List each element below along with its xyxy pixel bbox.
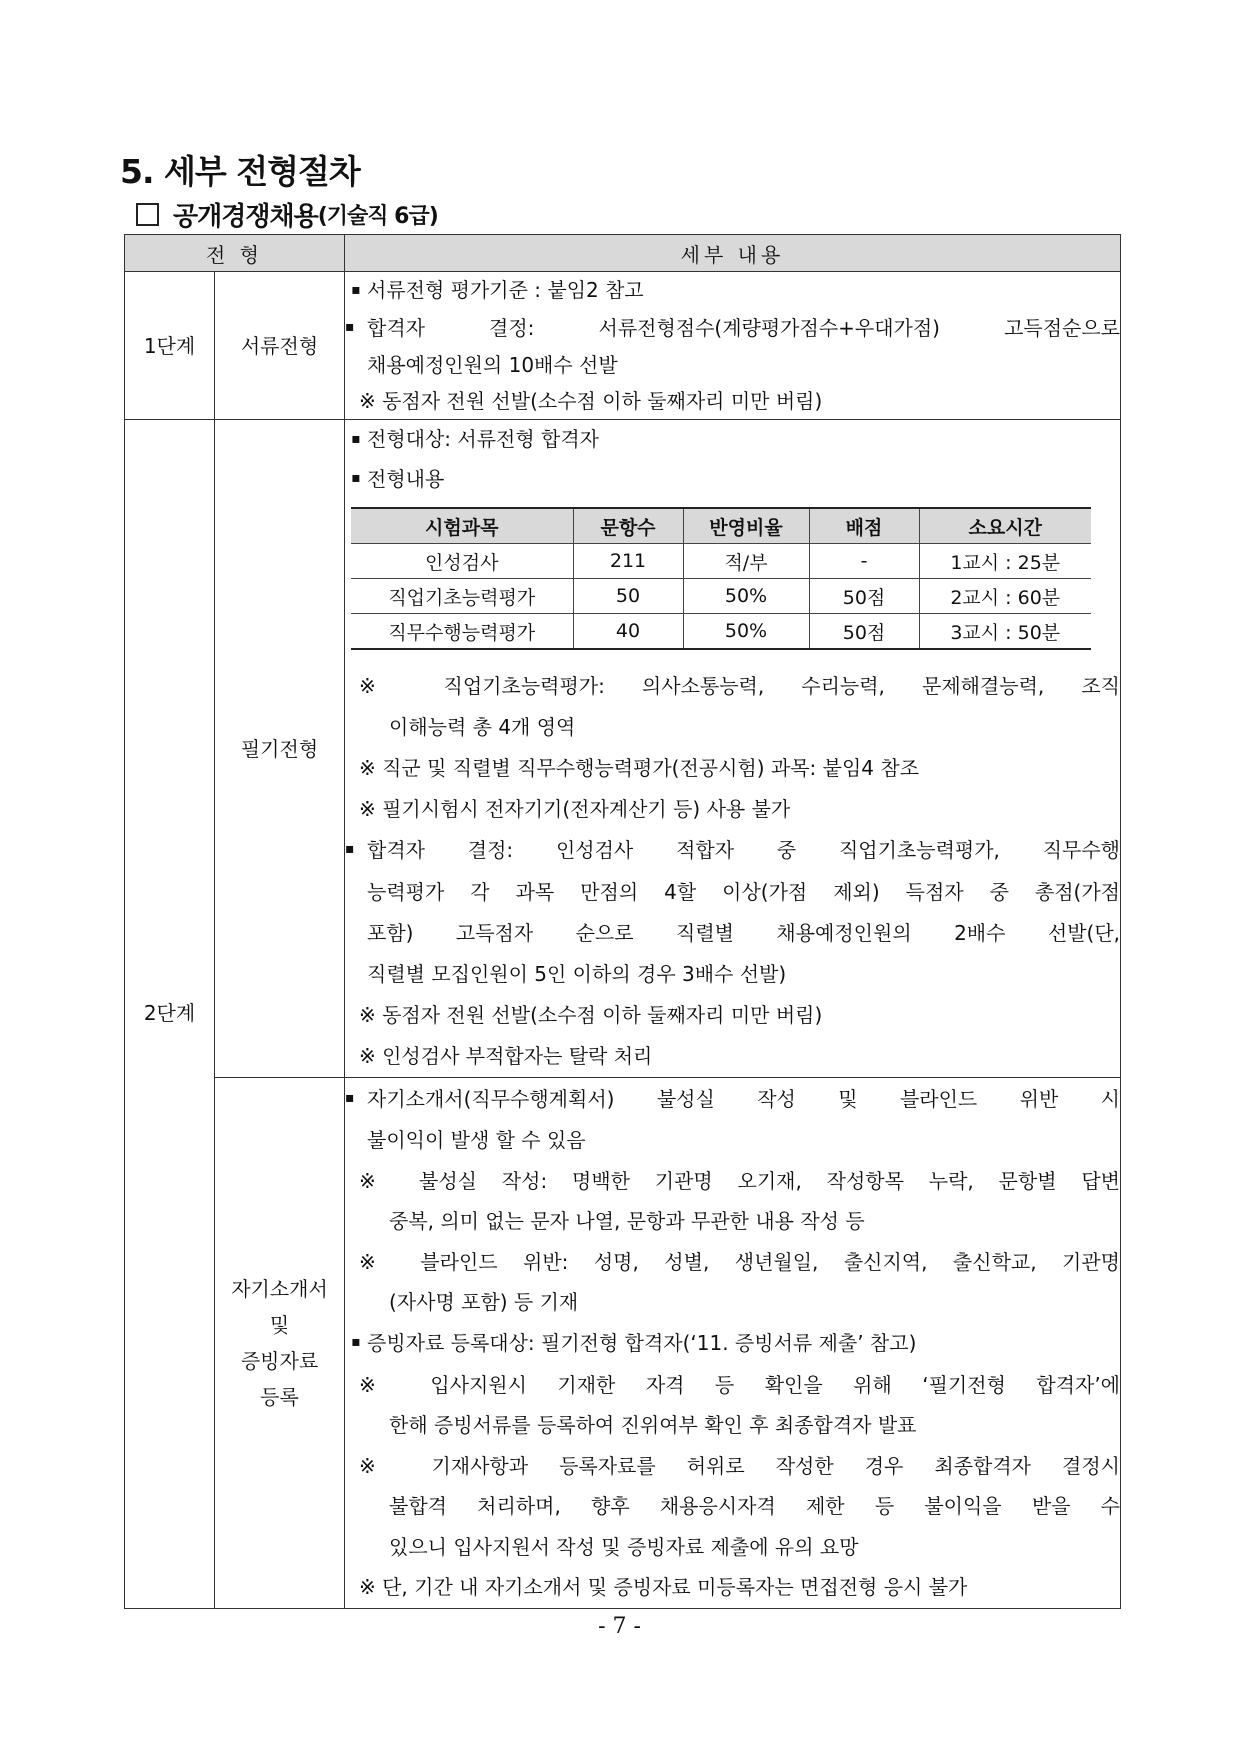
stage2-docs-sub: 자기소개서 및 증빙자료 등록 xyxy=(215,1078,345,1609)
note-item: 중복, 의미 없는 문자 나열, 문항과 무관한 내용 작성 등 xyxy=(389,1209,865,1234)
list-item: ▪ 서류전형 평가기준 : 붙임2 참고 xyxy=(345,272,1120,310)
list-item: 포함) 고득점자 순으로 직렬별 채용예정인원의 2배수 선발(단, xyxy=(367,921,1120,945)
table-row: 직무수행능력평가 40 50% 50점 3교시 : 50분 xyxy=(351,614,1091,650)
exam-header: 문항수 xyxy=(573,508,683,544)
list-item: 불이익이 발생 할 수 있음 xyxy=(367,1128,586,1153)
stage2-written-row xyxy=(125,420,1121,1078)
page-title: 5. 세부 전형절차 xyxy=(120,152,360,191)
selection-procedure-table xyxy=(124,234,1121,1609)
note-item: ※ 인성검사 부적합자는 탈락 처리 xyxy=(359,1044,653,1068)
note-item: ※ 불성실 작성: 명백한 기관명 오기재, 작성항목 누락, 문항별 답변 xyxy=(359,1168,1120,1193)
stage2-docs-row xyxy=(125,1078,1121,1609)
note-item: ※ 직군 및 직렬별 직무수행능력평가(전공시험) 과목: 붙임4 참조 xyxy=(359,756,920,780)
note-item: ※ 입사지원시 기재한 자격 등 확인을 위해 ‘필기전형 합격자’에 xyxy=(359,1372,1120,1397)
note-item: 불합격 처리하며, 향후 채용응시자격 제한 등 불이익을 받을 수 xyxy=(389,1494,1120,1518)
header-stage: 전 형 xyxy=(125,235,345,272)
note-item: ※ 기재사항과 등록자료를 허위로 작성한 경우 최종합격자 결정시 xyxy=(359,1453,1120,1478)
list-item: 직렬별 모집인원이 5인 이하의 경우 3배수 선발) xyxy=(367,962,787,986)
exam-header: 반영비율 xyxy=(683,508,809,544)
note-item: ※ 직업기초능력평가: 의사소통능력, 수리능력, 문제해결능력, 조직 xyxy=(359,674,1120,698)
table-row: 인성검사 211 적/부 - 1교시 : 25분 xyxy=(351,544,1091,579)
section-heading-main: 공개경쟁채용 xyxy=(173,202,318,232)
note-item: 있으니 입사지원서 작성 및 증빙자료 제출에 유의 요망 xyxy=(389,1534,859,1559)
stage2-docs-content xyxy=(345,1078,1121,1609)
list-item: ▪ 합격자 결정: 인성검사 적합자 중 직업기초능력평가, 직무수행 xyxy=(345,830,1120,872)
list-item: 능력평가 각 과목 만점의 4할 이상(가점 제외) 득점자 중 총점(가점 xyxy=(367,880,1120,904)
list-item: ▪ 합격자 결정: 서류전형점수(계량평가점수+우대가점) 고득점순으로 xyxy=(345,310,1120,348)
section-heading-sub: (기술직 6급) xyxy=(317,204,438,229)
note-item: (자사명 포함) 등 기재 xyxy=(389,1290,579,1315)
note-item: ※ 단, 기간 내 자기소개서 및 증빙자료 미등록자는 면접전형 응시 불가 xyxy=(359,1575,968,1599)
note-item: ※ 블라인드 위반: 성명, 성별, 생년월일, 출신지역, 출신학교, 기관명 xyxy=(359,1249,1120,1274)
stage2-written-sub: 필기전형 xyxy=(215,420,345,1078)
exam-header: 소요시간 xyxy=(919,508,1091,544)
stage1-row xyxy=(125,272,1121,420)
section-heading xyxy=(136,196,438,233)
table-row: 직업기초능력평가 50 50% 50점 2교시 : 60분 xyxy=(351,579,1091,614)
list-item: 채용예정인원의 10배수 선발 xyxy=(367,353,618,377)
list-item: ▪ 자기소개서(직무수행계획서) 불성실 작성 및 블라인드 위반 시 xyxy=(345,1079,1120,1121)
note-item: ※ 필기시험시 전자기기(전자계산기 등) 사용 불가 xyxy=(359,797,791,821)
stage1-content xyxy=(345,272,1121,420)
list-item: ▪ 전형내용 xyxy=(345,460,1120,500)
note-item: 이해능력 총 4개 영역 xyxy=(389,715,576,739)
exam-table xyxy=(351,507,1091,650)
stage2-written-content xyxy=(345,420,1121,1078)
exam-header: 시험과목 xyxy=(351,508,573,544)
list-item: ▪ 전형대상: 서류전형 합격자 xyxy=(345,420,1120,460)
list-item: ▪ 증빙자료 등록대상: 필기전형 합격자(‘11. 증빙서류 제출’ 참고) xyxy=(345,1323,1120,1365)
note-item: ※ 동점자 전원 선발(소수점 이하 둘째자리 미만 버림) xyxy=(359,389,823,413)
note-item: 한해 증빙서류를 등록하여 진위여부 확인 후 최종합격자 발표 xyxy=(389,1413,917,1437)
stage1-sub: 서류전형 xyxy=(215,272,345,420)
checkbox-square-icon xyxy=(136,203,159,226)
header-detail: 세부 내용 xyxy=(345,235,1121,272)
exam-header: 배점 xyxy=(809,508,919,544)
note-item: ※ 동점자 전원 선발(소수점 이하 둘째자리 미만 버림) xyxy=(359,1003,823,1027)
page-number: - 7 - xyxy=(598,1614,641,1639)
stage1-label: 1단계 xyxy=(125,272,215,420)
stage2-label: 2단계 xyxy=(125,420,215,1609)
